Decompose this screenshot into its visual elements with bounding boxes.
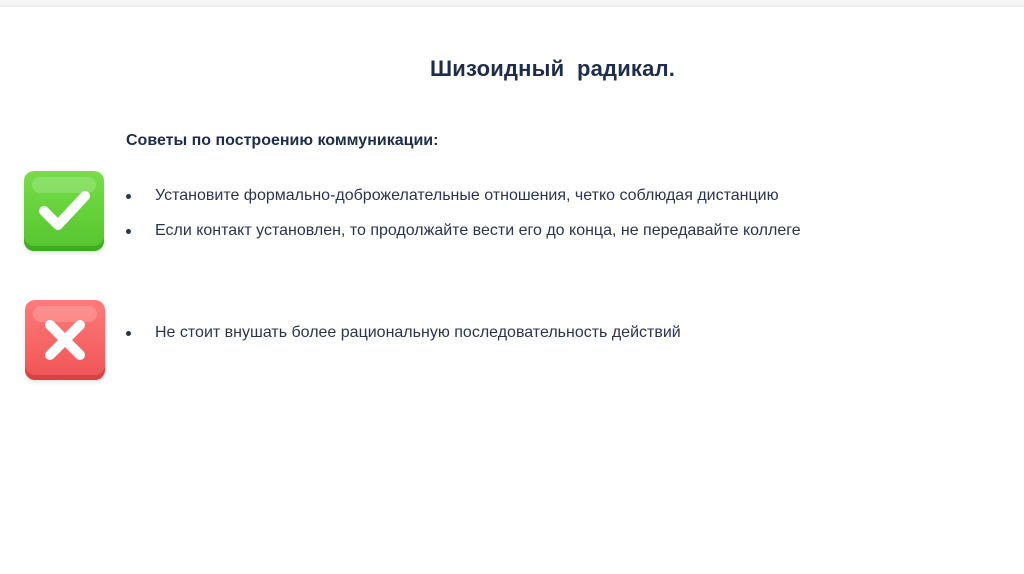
recommended-card	[24, 171, 104, 251]
recommended-item	[126, 221, 801, 241]
bullet-icon	[126, 229, 131, 234]
check-icon	[24, 171, 104, 251]
not-recommended-card	[25, 300, 105, 380]
slide-title: Шизоидный радикал.	[430, 56, 676, 81]
section-heading: Советы по построению коммуникации:	[126, 132, 439, 149]
recommended-list	[126, 186, 801, 256]
recommended-item-text: Установите формально-доброжелательные отношения, четко соблюдая дистанцию	[155, 187, 779, 204]
not-recommended-item-text: Не стоит внушать более рациональную последовательность действий	[155, 324, 681, 341]
not-recommended-item	[126, 323, 681, 343]
recommended-item	[126, 186, 801, 206]
bullet-icon	[126, 194, 131, 199]
not-recommended-list	[126, 323, 681, 358]
top-border-line	[0, 0, 1024, 7]
bullet-icon	[126, 331, 131, 336]
recommended-item-text: Если контакт установлен, то продолжайте вести его до конца, не передавайте коллеге	[155, 222, 801, 239]
cross-icon	[25, 300, 105, 380]
